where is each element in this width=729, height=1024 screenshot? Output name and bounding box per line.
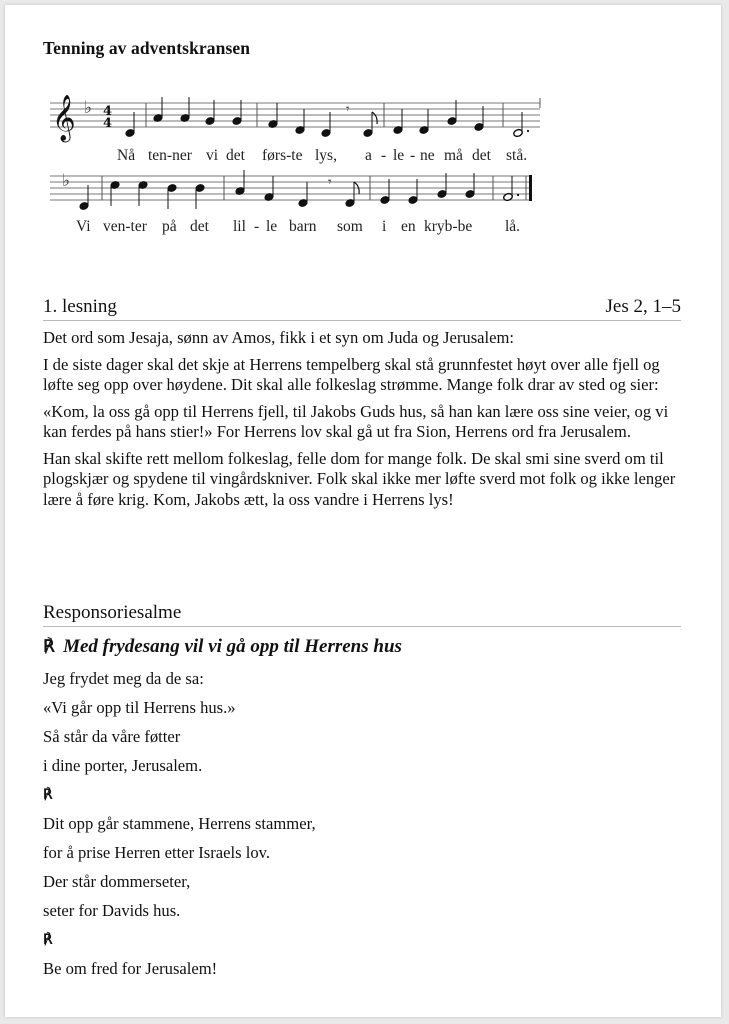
svg-text:vi: vi	[206, 147, 219, 164]
reading-paragraph: «Kom, la oss gå opp til Herrens fjell, til Jakobs Guds hus, så han kan lære oss sine veier, og vi kan ferdes på hans stier!» For Herrens lov skal gå ut fra Sion, Herrens ord fra Jerusalem.	[43, 401, 669, 441]
psalm-header	[43, 602, 681, 627]
svg-text:ven-ter: ven-ter	[103, 218, 147, 235]
psalm-line: seter for Davids hus.	[43, 901, 181, 920]
reading-paragraph: Han skal skifte rett mellom folkeslag, felle dom for mange folk. De skal smi sine sverd om til plogskjær og spydene til vingårdskniver. Folk skal ikke mer løfte sverd mot folk og ikke lenger lære å føre krig. Kom, Jakobs ætt, la oss vandre i Herrens lys!	[43, 448, 676, 509]
flat-icon: ♭	[84, 98, 93, 118]
psalm-line: for å prise Herren etter Israels lov.	[43, 843, 270, 862]
svg-text:som: som	[337, 218, 363, 235]
reading-header	[43, 296, 681, 321]
svg-text:lys,: lys,	[315, 147, 337, 164]
psalm-body	[43, 668, 683, 987]
hymn-lyrics-line-2	[76, 218, 520, 235]
svg-text:le: le	[266, 218, 278, 235]
svg-text:en: en	[401, 218, 416, 235]
svg-text:kryb-be: kryb-be	[424, 218, 473, 235]
svg-text:ne: ne	[420, 147, 435, 164]
svg-text:Nå: Nå	[117, 147, 136, 164]
treble-clef-icon: 𝄞	[52, 95, 76, 141]
psalm-refrain	[43, 636, 402, 658]
svg-text:det: det	[472, 147, 491, 164]
svg-text:det: det	[190, 218, 209, 235]
hymn-lyrics-line-1	[117, 147, 527, 164]
reading-paragraph: I de siste dager skal det skje at Herrens tempelberg skal stå grunnfestet høyt over alle fjell og løfte seg opp over høydene. Dit skal alle folkeslag strømme. Mange folk drar av sted og sier:	[43, 354, 660, 394]
reading-body	[43, 328, 683, 516]
svg-text:stå.: stå.	[506, 147, 528, 164]
reading-paragraph: Det ord som Jesaja, sønn av Amos, fikk i et syn om Juda og Jerusalem:	[43, 328, 515, 347]
svg-text:lil: lil	[233, 218, 246, 235]
svg-text:barn: barn	[289, 218, 317, 235]
reading-reference: Jes 2, 1–5	[605, 296, 681, 317]
response-icon: ℟	[43, 932, 53, 948]
svg-text:i: i	[382, 218, 387, 235]
svg-text:-: -	[254, 218, 260, 235]
svg-text:Vi: Vi	[76, 218, 91, 235]
eighth-rest-icon: 𝄾	[328, 175, 332, 190]
svg-text:må: må	[444, 147, 463, 164]
refrain-text: Med frydesang vil vi gå opp til Herrens hus	[63, 636, 402, 657]
svg-text:-: -	[410, 147, 416, 164]
eighth-rest-icon: 𝄾	[346, 102, 350, 117]
svg-text:det: det	[226, 147, 245, 164]
svg-text:-: -	[381, 147, 387, 164]
svg-text:førs-te: førs-te	[262, 147, 303, 164]
response-icon: ℟	[43, 787, 53, 803]
hymn-title: Tenning av adventskransen	[43, 38, 251, 58]
reading-heading: 1. lesning	[43, 296, 117, 317]
flat-icon: ♭	[62, 171, 71, 191]
psalm-line: Dit opp går stammene, Herrens stammer,	[43, 814, 316, 833]
svg-text:på: på	[162, 218, 177, 235]
psalm-line: Så står da våre føtter	[43, 727, 181, 746]
svg-text:4: 4	[103, 116, 113, 131]
svg-text:lå.: lå.	[505, 218, 521, 235]
psalm-line: «Vi går opp til Herrens hus.»	[43, 698, 236, 717]
psalm-line: i dine porter, Jerusalem.	[43, 756, 203, 775]
psalm-line: Be om fred for Jerusalem!	[43, 959, 218, 978]
response-icon: ℟	[43, 637, 56, 657]
svg-text:4: 4	[103, 104, 113, 119]
psalm-heading: Responsoriesalme	[43, 602, 182, 623]
svg-text:ten-ner: ten-ner	[148, 147, 192, 164]
svg-text:a: a	[365, 147, 372, 164]
psalm-line: Der står dommerseter,	[43, 872, 191, 891]
svg-text:le: le	[393, 147, 405, 164]
final-barline	[529, 175, 532, 201]
psalm-line: Jeg frydet meg da de sa:	[43, 669, 204, 688]
music-score	[0, 0, 729, 250]
